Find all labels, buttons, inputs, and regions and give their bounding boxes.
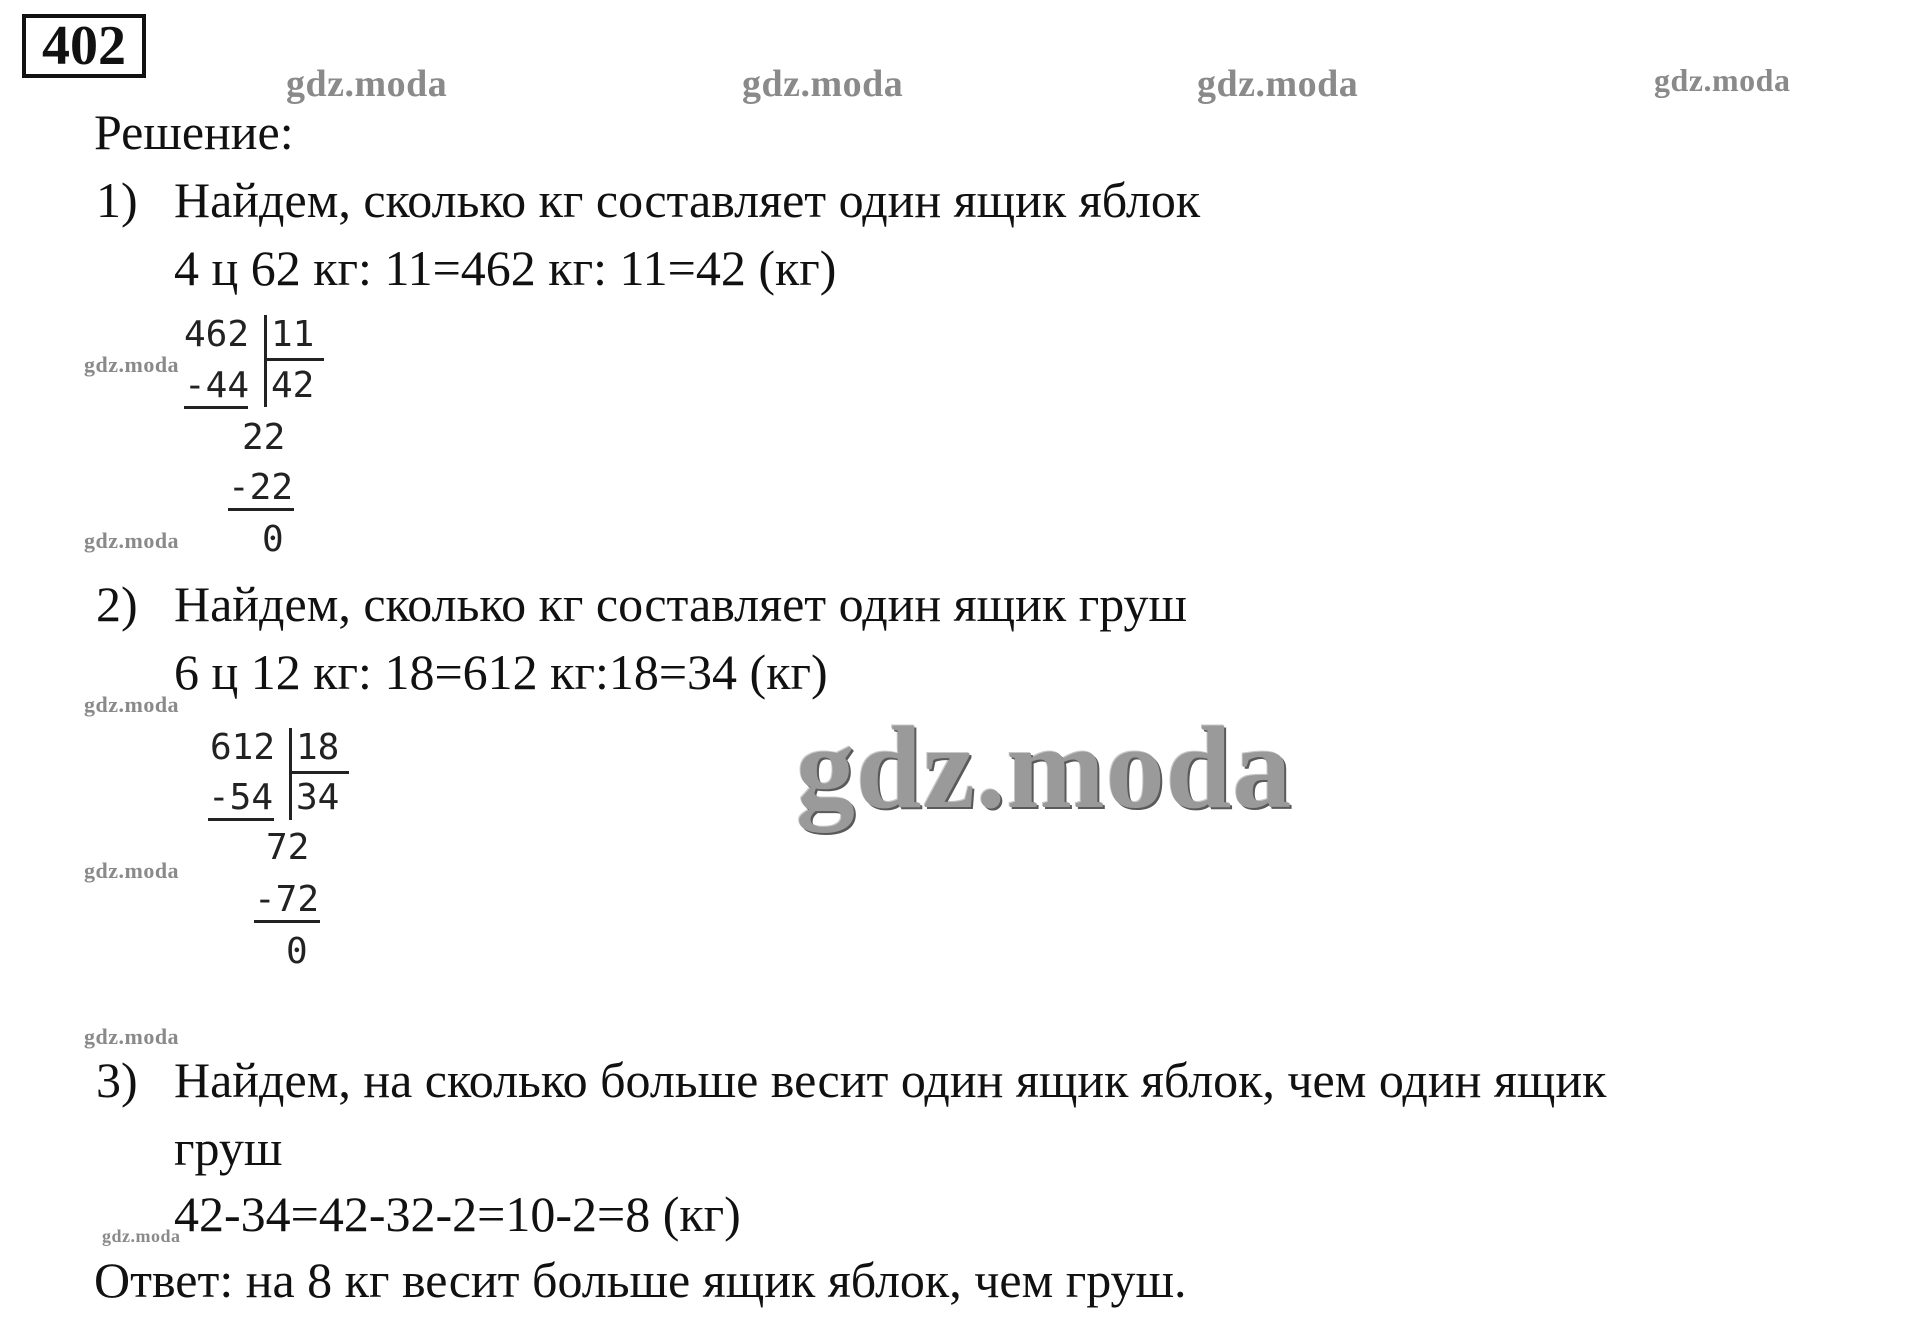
watermark: gdz.moda <box>742 63 904 105</box>
watermark-large: gdz.moda <box>796 702 1293 833</box>
step-number: 2) <box>96 576 138 632</box>
division-subtrahend-line <box>228 508 294 511</box>
division-divisor: 18 <box>296 727 340 768</box>
watermark: gdz.moda <box>84 528 180 553</box>
answer-text: Ответ: на 8 кг весит больше ящик яблок, чем груш. <box>94 1252 1187 1308</box>
division-subtrahend: -22 <box>228 467 294 508</box>
step-calculation: 6 ц 12 кг: 18=612 кг:18=34 (кг) <box>174 644 828 700</box>
division-subtrahend: -54 <box>208 777 274 818</box>
step-text: Найдем, на сколько больше весит один ящик яблок, чем один ящик <box>174 1052 1607 1108</box>
watermark: gdz.moda <box>1654 62 1791 98</box>
division-subtrahend-line <box>254 920 320 923</box>
division-remainder-final: 0 <box>262 519 284 560</box>
step-number: 3) <box>96 1052 138 1108</box>
step-text: Найдем, сколько кг составляет один ящик яблок <box>174 172 1201 228</box>
division-dividend: 462 <box>184 314 250 355</box>
solution-heading: Решение: <box>94 104 294 160</box>
step-number: 1) <box>96 172 138 228</box>
division-remainder-final: 0 <box>286 931 308 972</box>
watermark: gdz.moda <box>1197 63 1359 105</box>
watermark: gdz.moda <box>286 63 448 105</box>
division-subtrahend-line <box>184 406 248 409</box>
division-subtrahend: -72 <box>254 879 320 920</box>
division-subtrahend: -44 <box>184 365 250 406</box>
division-remainder: 22 <box>242 417 286 458</box>
watermark: gdz.moda <box>84 352 180 377</box>
division-quotient-line <box>264 358 324 361</box>
division-subtrahend-line <box>208 818 274 821</box>
division-remainder: 72 <box>266 827 310 868</box>
step-calculation: 42-34=42-32-2=10-2=8 (кг) <box>174 1186 741 1242</box>
step-calculation: 4 ц 62 кг: 11=462 кг: 11=42 (кг) <box>174 240 837 296</box>
division-vertical-line <box>289 728 292 820</box>
division-dividend: 612 <box>210 727 276 768</box>
task-number: 402 <box>22 14 146 78</box>
watermark: gdz.moda <box>102 1226 181 1246</box>
division-quotient: 42 <box>271 365 315 406</box>
division-quotient-line <box>289 771 349 774</box>
step-text: Найдем, сколько кг составляет один ящик груш <box>174 576 1188 632</box>
division-vertical-line <box>264 315 267 407</box>
watermark: gdz.moda <box>84 1024 180 1049</box>
division-quotient: 34 <box>296 777 340 818</box>
division-divisor: 11 <box>271 314 315 355</box>
watermark: gdz.moda <box>84 692 180 717</box>
watermark: gdz.moda <box>84 858 180 883</box>
step-text-continued: груш <box>174 1120 283 1176</box>
